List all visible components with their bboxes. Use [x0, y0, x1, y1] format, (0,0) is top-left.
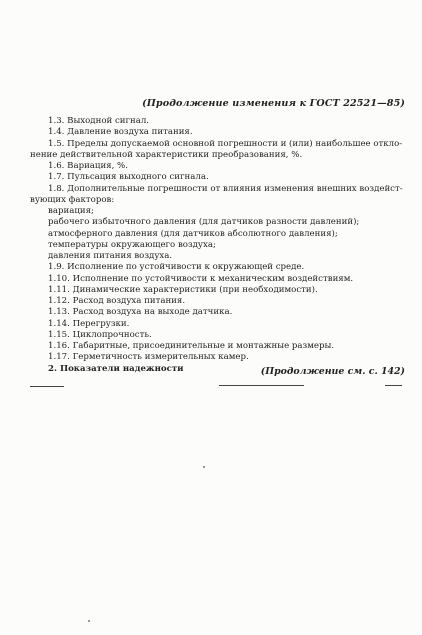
text-line: 1.4. Давление воздуха питания. — [48, 127, 193, 138]
page-header: (Продолжение изменения к ГОСТ 22521—85) — [142, 98, 405, 109]
text-line: 1.8. Дополнительные погрешности от влияния изменения внешних воздейст- — [48, 183, 403, 194]
separator-rule-right — [385, 385, 402, 386]
continuation-note: (Продолжение см. с. 142) — [260, 366, 405, 377]
text-line: 1.11. Динамические характеристики (при необходимости). — [48, 284, 318, 295]
text-line: 1.14. Перегрузки. — [48, 318, 130, 329]
text-line: 1.5. Пределы допускаемой основной погрешности и (или) наибольшее откло- — [48, 138, 403, 149]
text-line: давления питания воздуха. — [48, 251, 173, 261]
text-line: 1.6. Вариация, %. — [48, 161, 128, 171]
text-line: вующих факторов: — [30, 194, 115, 205]
text-line: вариация; — [48, 206, 94, 216]
scan-speck — [88, 620, 90, 622]
text-line: температуры окружающего воздуха; — [48, 239, 216, 250]
text-line: 2. Показатели надежности — [48, 363, 184, 374]
text-line: 1.3. Выходной сигнал. — [48, 116, 150, 126]
text-line: 1.10. Исполнение по устойчивости к механическим воздействиям. — [48, 273, 354, 284]
document-body — [30, 116, 410, 375]
text-line: 1.12. Расход воздуха питания. — [48, 296, 186, 306]
text-line: 1.16. Габаритные, присоединительные и монтажные размеры. — [48, 341, 335, 351]
text-line: рабочего избыточного давления (для датчиков разности давлений); — [48, 217, 360, 228]
scan-speck — [203, 466, 205, 468]
separator-rule-left — [30, 386, 64, 387]
text-line: нение действительной характеристики преобразования, %. — [30, 149, 303, 160]
text-line: 1.7. Пульсация выходного сигнала. — [48, 172, 209, 183]
text-line: 1.13. Расход воздуха на выходе датчика. — [48, 307, 233, 318]
separator-rule-middle — [219, 385, 304, 386]
text-line: 1.9. Исполнение по устойчивости к окружающей среде. — [48, 262, 305, 273]
text-line: атмосферного давления (для датчиков абсолютного давления); — [48, 228, 338, 239]
text-line: 1.15. Циклопрочность. — [48, 329, 152, 340]
text-line: 1.17. Герметичность измерительных камер. — [48, 352, 249, 363]
